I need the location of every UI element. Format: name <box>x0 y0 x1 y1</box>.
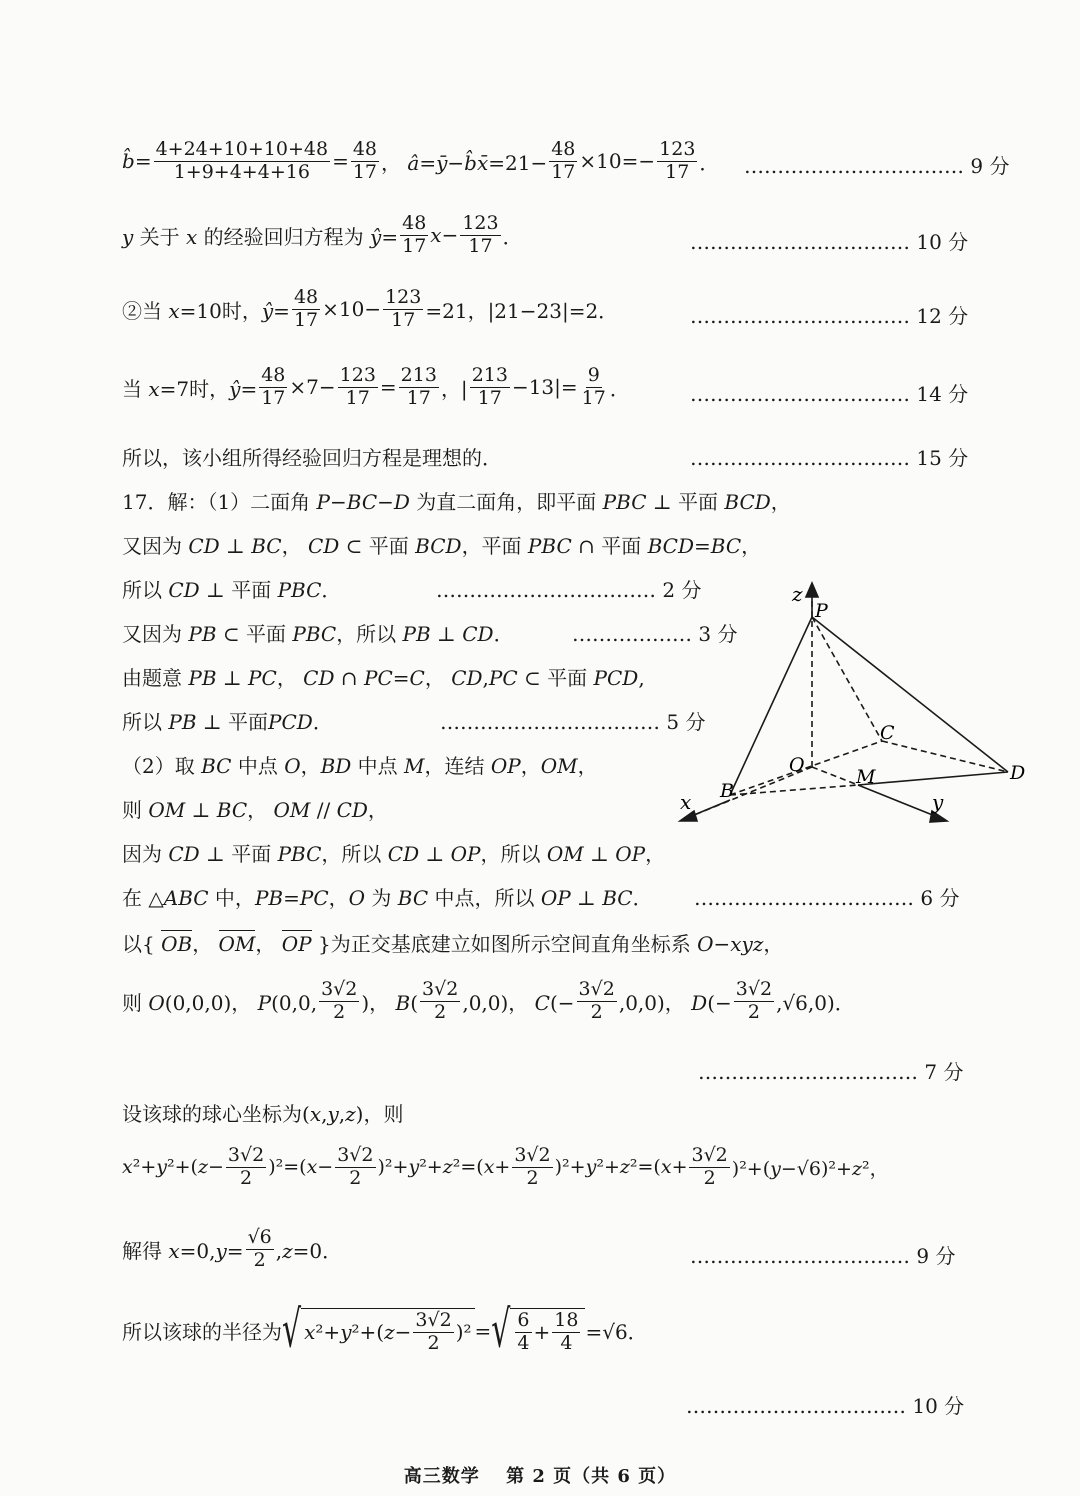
p17-line-7: （2）取 BC 中点 O，BD 中点 M，连结 OP，OM， <box>122 754 598 778</box>
p17-line-8: 则 OM ⊥ BC， OM // CD， <box>122 798 388 822</box>
score-9-a: …………………………… 9 分 <box>744 154 1010 178</box>
regression-equation-line: y 关于 x 的经验回归方程为 ŷ= $\frac{48}{17}$ x− $\frac{123}{17}$ ． <box>122 212 523 257</box>
p17-line-1: 17．解：（1）二面角 P−BC−D 为直二面角，即平面 PBC ⊥ 平面 BCD， <box>122 490 791 514</box>
p17-line-9: 因为 CD ⊥ 平面 PBC，所以 CD ⊥ OP，所以 OM ⊥ OP， <box>122 842 666 866</box>
p17-line-10: 在 △ABC 中，PB=PC，O 为 BC 中点，所以 OP ⊥ BC． <box>122 886 653 910</box>
score-12: …………………………… 12 分 <box>690 304 969 328</box>
score-10-a: …………………………… 10 分 <box>690 230 969 254</box>
label-O: O <box>789 754 805 776</box>
score-2: …………………………… 2 分 <box>436 578 702 602</box>
x10-line: ②当 x=10时，ŷ= $\frac{48}{17}$ ×10− $\frac{123}{17}$ =21，|21−23|=2． <box>122 286 619 331</box>
label-B: B <box>720 780 734 802</box>
equation-line: x²+y²+(z− $\frac{3√2}{2}$ )²=(x− $\frac{3√2}{2}$ )²+y²+z²=(x+ $\frac{3√2}{2}$ )²+y²+z²=(x+ $\frac{3√2}{2}$ )²+(y−√6)²+z²， <box>122 1144 889 1189</box>
pyramid-figure <box>670 575 1040 835</box>
formula-line-b-a: b̂= $\frac{4+24+10+10+48}{1+9+4+4+16}$ = $\frac{48}{17}$ ， â=ȳ−b̂x̄=21− $\frac{48}{17}$ ×10=− $\frac{123}{17}$ ． <box>122 138 720 183</box>
radius-line: 所以该球的半径为 √ x ²+ y ²+( z − $\frac{3√2}{2}$ )² = √ $\frac{6}{4}$ + $\frac{18}{4}$ =√6． <box>122 1301 648 1361</box>
score-10-b: …………………………… 10 分 <box>686 1394 965 1418</box>
p17-line-3: 所以 CD ⊥ 平面 PBC． <box>122 578 342 602</box>
score-3: ……………… 3 分 <box>572 622 738 646</box>
edge-PC <box>812 617 882 741</box>
label-D: D <box>1010 762 1026 784</box>
score-15: …………………………… 15 分 <box>690 446 969 470</box>
label-z: z <box>792 582 803 606</box>
score-6: …………………………… 6 分 <box>694 886 960 910</box>
p17-line-5: 由题意 PB ⊥ PC， CD ∩ PC=C， CD,PC ⊂ 平面 PCD, <box>122 666 645 690</box>
edge-BD-dashed <box>730 785 858 795</box>
segment-OM <box>812 767 858 785</box>
label-P: P <box>815 600 828 622</box>
edge-BD-solid <box>858 772 1008 785</box>
coords-line: 则 O(0,0,0)， P(0,0, $\frac{3√2}{2}$ )， B( $\frac{3√2}{2}$ ,0,0)， C(− $\frac{3√2}{2}$ ,0,0)， D(− $\frac{3√2}{2}$ ,√6,0)． <box>122 978 855 1023</box>
p17-line-2: 又因为 CD ⊥ BC， CD ⊂ 平面 BCD，平面 PBC ∩ 平面 BCD=BC， <box>122 534 762 558</box>
edge-PD <box>812 617 1008 772</box>
score-14: …………………………… 14 分 <box>690 382 969 406</box>
label-x: x <box>680 790 692 814</box>
label-y: y <box>932 790 944 814</box>
p17-line-6: 所以 PB ⊥ 平面PCD． <box>122 710 333 734</box>
solve-line: 解得 x=0,y= $\frac{√6}{2}$ ,z=0． <box>122 1226 343 1271</box>
score-9-b: …………………………… 9 分 <box>690 1244 956 1268</box>
page-footer: 高三数学 第 2 页（共 6 页） <box>403 1466 677 1487</box>
p17-line-11: 以{ OB， OM， OP }为正交基底建立如图所示空间直角坐标系 O−xyz， <box>122 932 784 956</box>
score-7: …………………………… 7 分 <box>698 1060 964 1084</box>
conclusion-line: 所以，该小组所得经验回归方程是理想的． <box>122 446 502 470</box>
sphere-center-line: 设该球的球心坐标为(x,y,z)，则 <box>122 1102 404 1126</box>
score-5: …………………………… 5 分 <box>440 710 706 734</box>
label-M: M <box>856 766 876 788</box>
x7-line: 当 x=7时，ŷ= $\frac{48}{17}$ ×7− $\frac{123}{17}$ = $\frac{213}{17}$ ，| $\frac{213}{17}$ −13|= $\frac{9}{17}$ ． <box>122 364 630 409</box>
p17-line-4: 又因为 PB ⊂ 平面 PBC，所以 PB ⊥ CD． <box>122 622 514 646</box>
label-C: C <box>880 722 895 744</box>
